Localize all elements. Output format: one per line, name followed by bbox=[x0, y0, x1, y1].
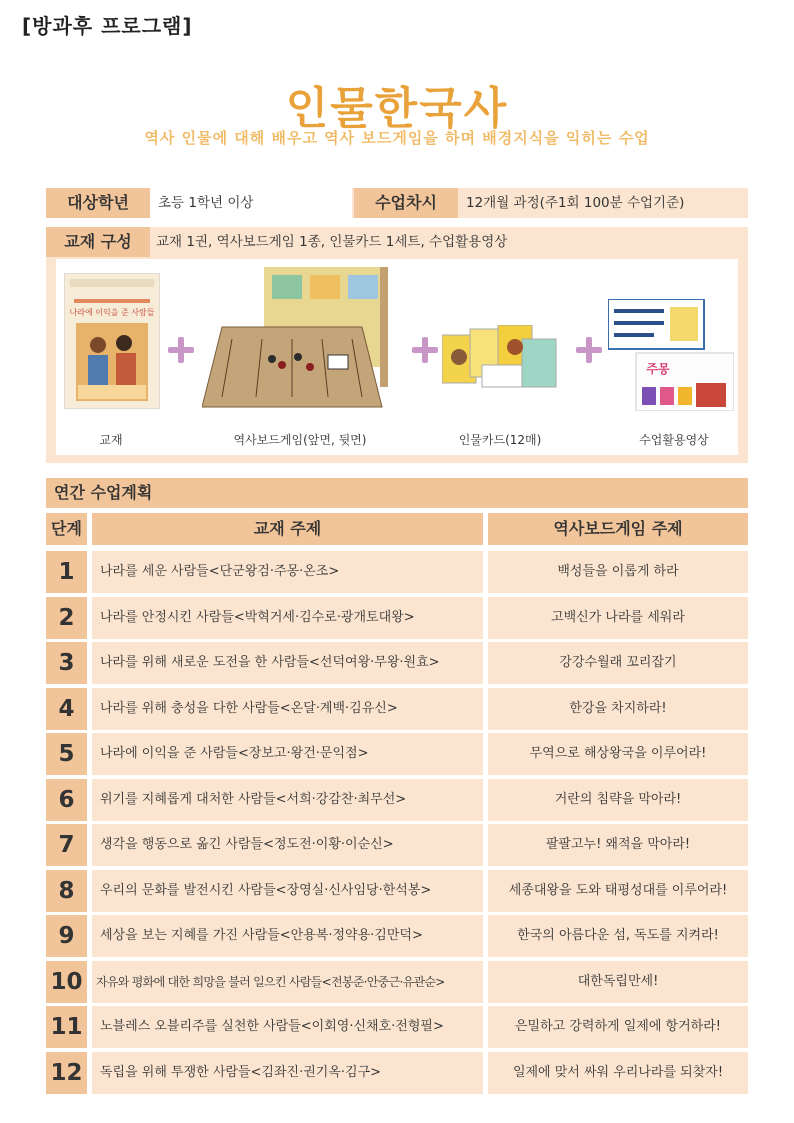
caption-boardgame: 역사보드게임(앞면, 뒷면) bbox=[233, 433, 367, 447]
topic-cell: 우리의 문화를 발전시킨 사람들<장영실·신사임당·한석봉> bbox=[92, 870, 483, 912]
page-title: 인물한국사 bbox=[285, 83, 509, 134]
topic-cell: 생각을 행동으로 옮긴 사람들<정도전·이황·이순신> bbox=[92, 824, 483, 866]
topic-cell: 노블레스 오블리주를 실천한 사람들<이회영·신채호·전형필> bbox=[92, 1006, 483, 1048]
plus-icon bbox=[168, 337, 194, 363]
table-row bbox=[46, 915, 748, 957]
game-cell: 무역으로 해상왕국을 이루어라! bbox=[488, 733, 748, 775]
caption-cards: 인물카드(12매) bbox=[458, 433, 542, 447]
step-number: 3 bbox=[46, 642, 87, 684]
step-number: 2 bbox=[46, 597, 87, 639]
info-row-target bbox=[46, 188, 748, 218]
column-header-game: 역사보드게임 주제 bbox=[488, 513, 748, 545]
table-row bbox=[46, 688, 748, 730]
materials-panel bbox=[46, 227, 748, 463]
caption-textbook: 교재 bbox=[99, 433, 123, 447]
plus-icon bbox=[576, 337, 602, 363]
step-number: 11 bbox=[46, 1006, 87, 1048]
topic-cell: 나라를 위해 새로운 도전을 한 사람들<선덕여왕·무왕·원효> bbox=[92, 642, 483, 684]
step-number: 5 bbox=[46, 733, 87, 775]
game-cell: 거란의 침략을 막아라! bbox=[488, 779, 748, 821]
table-row bbox=[46, 1006, 748, 1048]
sessions-value: 12개월 과정(주1회 100분 수업기준) bbox=[466, 195, 685, 211]
topic-cell: 독립을 위해 투쟁한 사람들<김좌진·권기옥·김구> bbox=[92, 1052, 483, 1094]
topic-cell: 나라에 이익을 준 사람들<장보고·왕건·문익점> bbox=[92, 733, 483, 775]
sessions-label: 수업차시 bbox=[354, 188, 458, 218]
table-row bbox=[46, 642, 748, 684]
game-cell: 팔팔고누! 왜적을 막아라! bbox=[488, 824, 748, 866]
step-number: 6 bbox=[46, 779, 87, 821]
game-cell: 한국의 아름다운 섬, 독도를 지켜라! bbox=[488, 915, 748, 957]
caption-video: 수업활용영상 bbox=[639, 433, 709, 447]
table-row bbox=[46, 1052, 748, 1094]
table-row bbox=[46, 733, 748, 775]
boardgame-image bbox=[202, 267, 398, 415]
topic-cell: 나라를 위해 충성을 다한 사람들<온달·계백·김유신> bbox=[92, 688, 483, 730]
game-cell: 일제에 맞서 싸워 우리나라를 되찾자! bbox=[488, 1052, 748, 1094]
topic-cell: 자유와 평화에 대한 희망을 불러 일으킨 사람들<전봉준·안중근·유관순> bbox=[92, 961, 483, 1003]
textbook-image bbox=[64, 273, 160, 409]
topic-cell: 위기를 지혜롭게 대처한 사람들<서희·강감찬·최무선> bbox=[92, 779, 483, 821]
game-cell: 한강을 차지하라! bbox=[488, 688, 748, 730]
step-number: 7 bbox=[46, 824, 87, 866]
materials-images bbox=[56, 259, 738, 455]
plan-heading: 연간 수업계획 bbox=[46, 478, 748, 508]
table-row bbox=[46, 551, 748, 593]
column-header-topic: 교재 주제 bbox=[92, 513, 483, 545]
column-header-step: 단계 bbox=[46, 513, 87, 545]
step-number: 8 bbox=[46, 870, 87, 912]
game-cell: 은밀하고 강력하게 일제에 항거하라! bbox=[488, 1006, 748, 1048]
topic-cell: 나라를 안정시킨 사람들<박혁거세·김수로·광개토대왕> bbox=[92, 597, 483, 639]
target-label: 대상학년 bbox=[46, 188, 150, 218]
step-number: 9 bbox=[46, 915, 87, 957]
step-number: 4 bbox=[46, 688, 87, 730]
game-cell: 강강수월래 꼬리잡기 bbox=[488, 642, 748, 684]
table-row bbox=[46, 870, 748, 912]
game-cell: 백성들을 이롭게 하라 bbox=[488, 551, 748, 593]
step-number: 10 bbox=[46, 961, 87, 1003]
step-number: 1 bbox=[46, 551, 87, 593]
textbook-title: 나라에 이익을 준 사람들 bbox=[69, 308, 155, 317]
cards-image bbox=[442, 325, 558, 391]
table-row bbox=[46, 824, 748, 866]
game-cell: 고백신가 나라를 세워라 bbox=[488, 597, 748, 639]
video-title: 주몽 bbox=[646, 362, 670, 376]
target-value: 초등 1학년 이상 bbox=[150, 188, 352, 218]
materials-value: 교재 1권, 역사보드게임 1종, 인물카드 1세트, 수업활용영상 bbox=[156, 234, 508, 250]
video-image bbox=[608, 299, 734, 411]
plus-icon bbox=[412, 337, 438, 363]
table-row bbox=[46, 597, 748, 639]
materials-label: 교재 구성 bbox=[46, 227, 150, 257]
page-subtitle: 역사 인물에 대해 배우고 역사 보드게임을 하며 배경지식을 익히는 수업 bbox=[144, 129, 650, 147]
game-cell: 대한독립만세! bbox=[488, 961, 748, 1003]
table-row bbox=[46, 779, 748, 821]
topic-cell: 나라를 세운 사람들<단군왕검·주몽·온조> bbox=[92, 551, 483, 593]
table-row bbox=[46, 961, 748, 1003]
program-tag: [방과후 프로그램] bbox=[22, 14, 193, 38]
step-number: 12 bbox=[46, 1052, 87, 1094]
topic-cell: 세상을 보는 지혜를 가진 사람들<안용복·정약용·김만덕> bbox=[92, 915, 483, 957]
game-cell: 세종대왕을 도와 태평성대를 이루어라! bbox=[488, 870, 748, 912]
